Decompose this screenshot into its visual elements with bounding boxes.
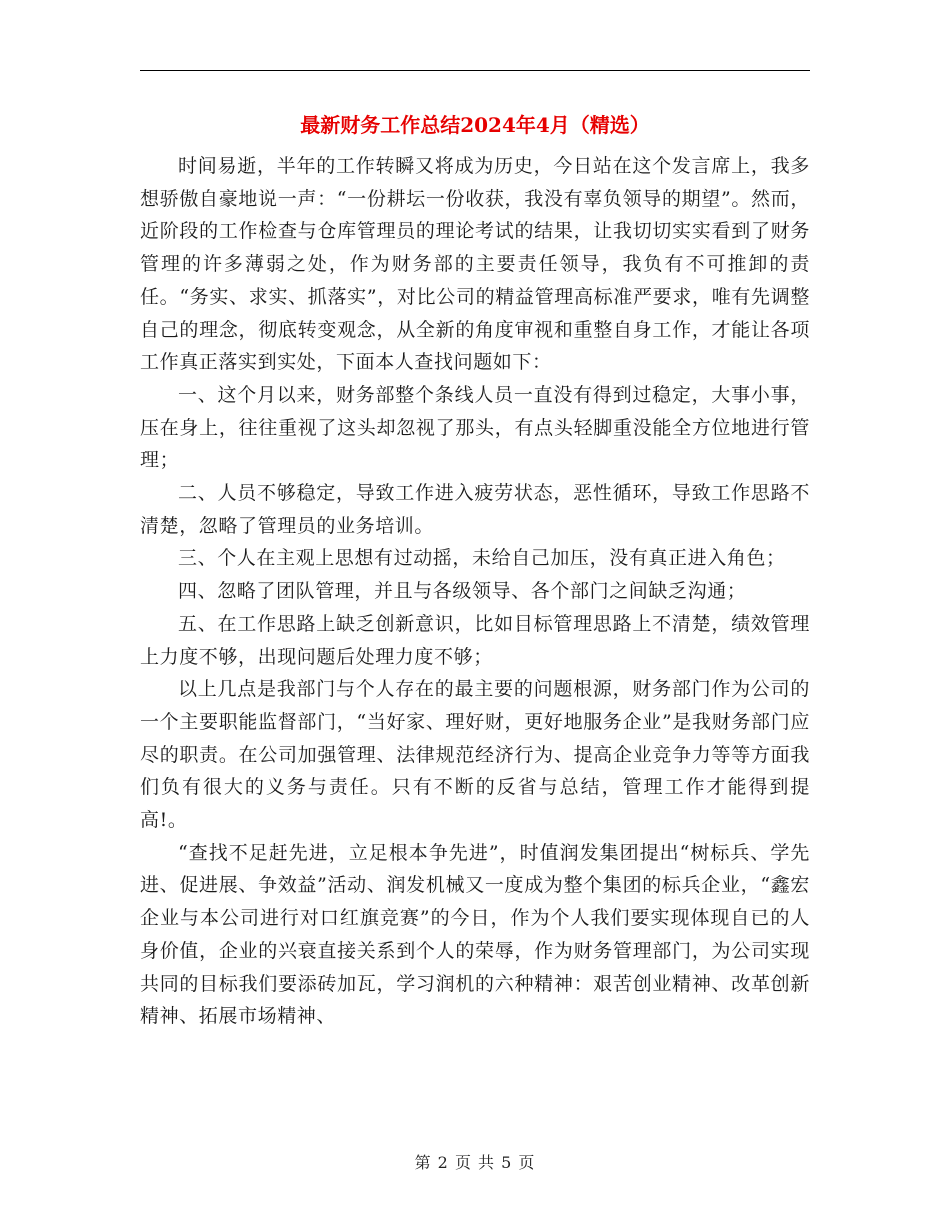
document-title: 最新财务工作总结2024年4月（精选）: [300, 113, 650, 137]
document-body: [140, 150, 810, 1033]
paragraph-issue-2: 二、人员不够稳定，导致工作进入疲劳状态，恶性循环，导致工作思路不清楚，忽略了管理员的业务培训。: [140, 482, 810, 537]
header-rule: [140, 70, 810, 71]
paragraph-issue-5: 五、在工作思路上缺乏创新意识，比如目标管理思路上不清楚，绩效管理上力度不够，出现问题后处理力度不够；: [140, 612, 810, 668]
paragraph-issue-4: 四、忽略了团队管理，并且与各级领导、各个部门之间缺乏沟通；: [178, 580, 747, 603]
paragraph-summary: 以上几点是我部门与个人存在的最主要的问题根源，财务部门作为公司的一个主要职能监督部门，“当好家、理好财，更好地服务企业”是我财务部门应尽的职责。在公司加强管理、法律规范经济行为、提高企业竞争力等等方面我们负有很大的义务与责任。只有不断的反省与总结，管理工作才能得到提高!。: [140, 678, 810, 832]
page-number: 第 2 页 共 5 页: [414, 1153, 536, 1172]
paragraph-issue-1: 一、这个月以来，财务部整个条线人员一直没有得到过稳定，大事小事，压在身上，往往重视了这头却忽视了那头，有点头轻脚重没能全方位地进行管理；: [140, 383, 810, 472]
paragraph-outlook: “查找不足赶先进，立足根本争先进”，时值润发集团提出“树标兵、学先进、促进展、争效益”活动、润发机械又一度成为整个集团的标兵企业，“鑫宏企业与本公司进行对口红旗竞赛”的今日，作为个人我们要实现体现自已的人身价值，企业的兴衰直接关系到个人的荣辱，作为财务管理部门，为公司实现共同的目标我们要添砖加瓦，学习润机的六种精神：艰苦创业精神、改革创新精神、拓展市场精神、: [140, 841, 810, 1028]
paragraph-intro: 时间易逝，半年的工作转瞬又将成为历史，今日站在这个发言席上，我多想骄傲自豪地说一声：“一份耕坛一份收获，我没有辜负领导的期望”。然而，近阶段的工作检查与仓库管理员的理论考试的结果，让我切切实实看到了财务管理的许多薄弱之处，作为财务部的主要责任领导，我负有不可推卸的责任。“务实、求实、抓落实”，对比公司的精益管理高标准严要求，唯有先调整自己的理念，彻底转变观念，从全新的角度审视和重整自身工作，才能让各项工作真正落实到实处，下面本人查找问题如下：: [140, 155, 810, 374]
paragraph-issue-3: 三、个人在主观上思想有过动摇，未给自己加压，没有真正进入角色；: [178, 547, 786, 570]
